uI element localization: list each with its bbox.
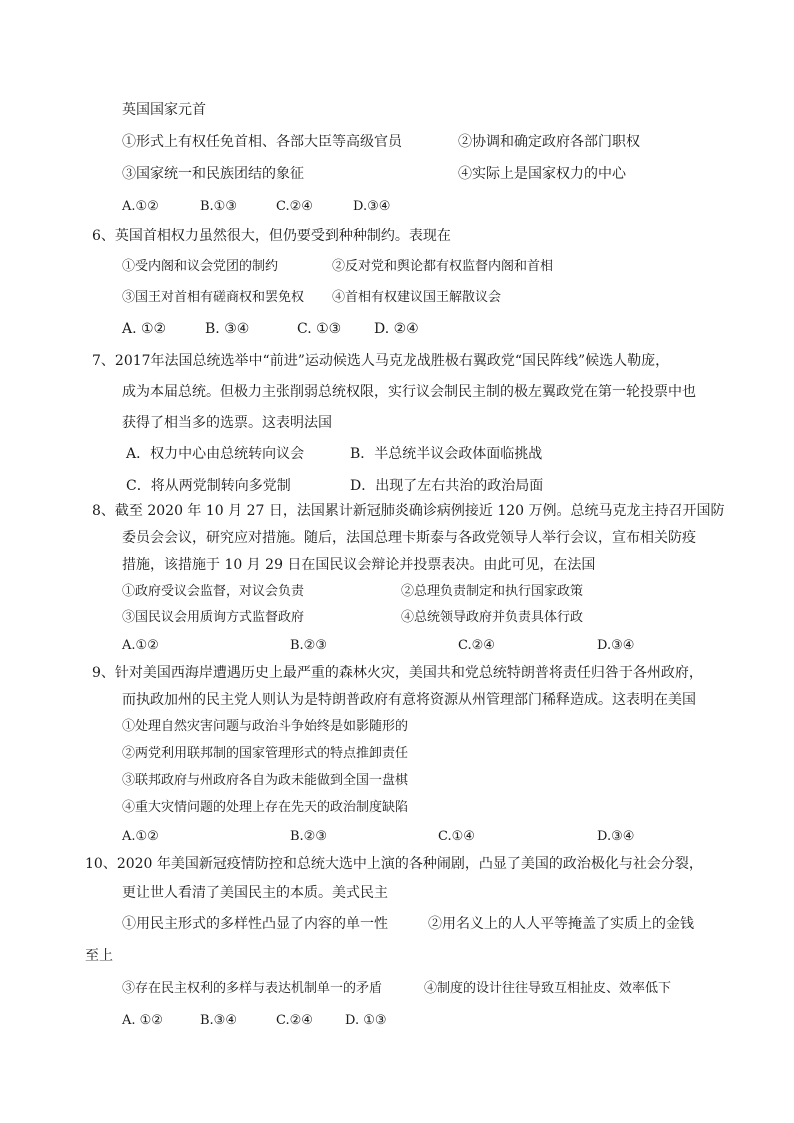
q5-choice-a: A.①② (122, 199, 159, 214)
q10-option-2: ②用名义上的人人平等掩盖了实质上的金钱 (428, 916, 694, 932)
q9-choice-d: D.③④ (597, 829, 635, 844)
q5-choice-d: D.③④ (353, 199, 391, 214)
q10-option-3: ③存在民主权利的多样与表达机制单一的矛盾 (122, 981, 383, 996)
q7-option-b: B．半总统半议会政体面临挑战 (350, 446, 543, 462)
q10-choice-c: C.②④ (276, 1013, 313, 1028)
q8-option-2: ②总理负责制定和执行国家政策 (401, 584, 584, 599)
q10-choice-d: D. ①③ (345, 1013, 387, 1028)
q6-option-3: ③国王对首相有磋商权和罢免权 (122, 290, 305, 305)
q8-choice-c: C.②④ (458, 638, 495, 653)
q10-option-2-cont: 至上 (85, 948, 113, 964)
q7-option-c: C．将从两党制转向多党制 (126, 478, 291, 494)
q10-choice-a: A. ①② (122, 1013, 163, 1028)
q9-option-2: ②两党利用联邦制的国家管理形式的特点推卸责任 (122, 746, 409, 761)
q9-option-1: ①处理自然灾害问题与政治斗争始终是如影随形的 (122, 719, 409, 734)
q7-stem-line-3: 获得了相当多的选票。这表明法国 (122, 415, 332, 431)
q8-stem-line-2: 委员会会议，研究应对措施。随后，法国总理卡斯泰与各政党领导人举行会议，宣布相关防疫 (122, 530, 696, 546)
q7-option-d: D．出现了左右共治的政治局面 (350, 478, 544, 494)
q9-option-3: ③联邦政府与州政府各自为政未能做到全国一盘棋 (122, 773, 409, 788)
q9-stem-line-1: 9、针对美国西海岸遭遇历史上最严重的森林火灾，美国共和党总统特朗普将责任归咎于各州政府， (92, 665, 703, 681)
q10-choice-b: B.③④ (200, 1013, 237, 1028)
q5-option-1: ①形式上有权任免首相、各部大臣等高级官员 (122, 134, 402, 150)
q6-choice-a: A. ①② (122, 321, 167, 337)
q8-option-3: ③国民议会用质询方式监督政府 (122, 610, 305, 625)
q6-stem: 6、英国首相权力虽然很大，但仍要受到种种制约。表现在 (92, 228, 451, 244)
q9-stem-line-2: 而执政加州的民主党人则认为是特朗普政府有意将资源从州管理部门稀释造成。这表明在美国 (122, 692, 696, 708)
q5-option-4: ④实际上是国家权力的中心 (458, 166, 626, 182)
q5-choice-c: C.②④ (276, 199, 313, 214)
q5-option-3: ③国家统一和民族团结的象征 (122, 166, 304, 182)
q8-option-1: ①政府受议会监督，对议会负责 (122, 584, 305, 599)
q9-choice-b: B.②③ (290, 829, 327, 844)
q8-stem-line-1: 8、截至 2020 年 10 月 27 日，法国累计新冠肺炎确诊病例接近 120 万例。总统马克龙主持召开国防 (92, 503, 725, 519)
q10-option-1: ①用民主形式的多样性凸显了内容的单一性 (122, 916, 388, 932)
q8-choice-d: D.③④ (597, 638, 635, 653)
q10-option-4: ④制度的设计往往导致互相扯皮、效率低下 (424, 981, 672, 996)
q6-choice-c: C. ①③ (297, 321, 342, 337)
q5-choice-b: B.①③ (200, 199, 237, 214)
q9-option-4: ④重大灾情问题的处理上存在先天的政治制度缺陷 (122, 800, 409, 815)
q8-stem-line-3: 措施，该措施于 10 月 29 日在国民议会辩论并投票表决。由此可见，在法国 (122, 557, 596, 573)
q8-choice-b: B.②③ (290, 638, 327, 653)
q9-choice-c: C.①④ (438, 829, 475, 844)
q8-choice-a: A.①② (122, 638, 159, 653)
q5-stem: 英国国家元首 (122, 102, 206, 118)
q10-stem-line-1: 10、2020 年美国新冠疫情防控和总统大选中上演的各种闹剧，凸显了美国的政治极化与社会分裂， (85, 856, 703, 872)
q6-option-1: ①受内阁和议会党团的制约 (122, 259, 279, 274)
q8-option-4: ④总统领导政府并负责具体行政 (401, 610, 584, 625)
q5-option-2: ②协调和确定政府各部门职权 (458, 134, 640, 150)
q6-option-2: ②反对党和舆论都有权监督内阁和首相 (332, 259, 554, 274)
q10-stem-line-2: 更让世人看清了美国民主的本质。美式民主 (122, 885, 388, 901)
q6-option-4: ④首相有权建议国王解散议会 (332, 290, 502, 305)
q7-stem-line-1: 7、2017年法国总统选举中“前进”运动候选人马克龙战胜极右翼政党“国民阵线”候选人勒庞， (92, 353, 670, 369)
q7-option-a: A．权力中心由总统转向议会 (126, 446, 305, 462)
q7-stem-line-2: 成为本届总统。但极力主张削弱总统权限，实行议会制民主制的极左翼政党在第一轮投票中也 (122, 384, 696, 400)
q9-choice-a: A.①② (122, 829, 159, 844)
q6-choice-d: D. ②④ (374, 321, 419, 337)
q6-choice-b: B. ③④ (205, 321, 250, 337)
